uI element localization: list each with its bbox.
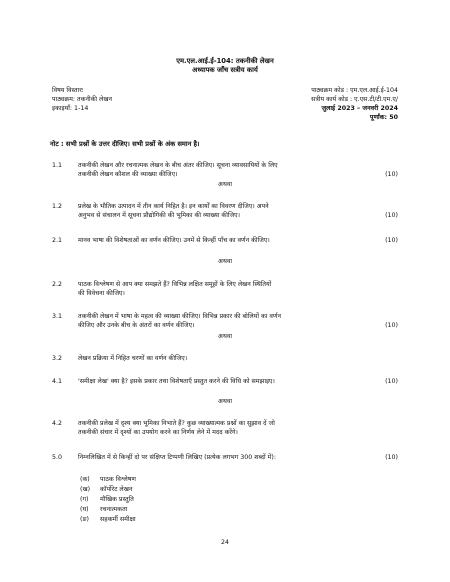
question-text: प्रलेख के भौतिक उत्पादन में तीन कार्य निहित है। इन कार्यों का विवरण दीजिए। अपने — [78, 203, 269, 210]
question-number: 2.2 — [52, 281, 63, 288]
header-left-3: इकाइयाँ: 1-14 — [52, 105, 89, 112]
question-number: 5.0 — [52, 454, 63, 461]
marks-label: (10) — [385, 454, 398, 461]
question-text: 'समीक्षा लेख' क्या है? इसके प्रकार तथा विशेषताएँ प्रस्तुत करने की विधि को समझाइए। — [78, 378, 275, 385]
or-separator: अथवा — [218, 333, 232, 340]
marks-label: (10) — [385, 322, 398, 329]
marks-label: (10) — [385, 378, 398, 385]
option-text: पाठक विश्लेषण — [100, 476, 136, 483]
option-item — [80, 506, 127, 514]
option-label: (घ) — [80, 506, 89, 513]
question-number: 1.2 — [52, 203, 63, 210]
option-label: (क) — [80, 476, 90, 483]
question-text: तकनीकी लेखन में भाषा के महत्व की व्याख्या कीजिए। विभिन्न प्रकार की बोलियों का वर्णन — [78, 313, 281, 320]
option-label: (ख) — [80, 486, 91, 493]
option-item — [80, 516, 136, 524]
or-separator: अथवा — [218, 258, 232, 265]
question-number: 1.1 — [52, 162, 63, 169]
header-right-4: पूर्णांक: 50 — [369, 114, 398, 121]
question-text: पाठक विश्लेषण से आप क्या समझते हैं? विभिन्न लक्षित समूहों के लिए लेखन स्थितियों — [78, 281, 272, 288]
marks-label: (10) — [385, 237, 398, 244]
option-label: (ग) — [80, 496, 89, 503]
question-number: 3.2 — [52, 355, 63, 362]
or-separator: अथवा — [218, 398, 232, 405]
header-left-2: पाठ्यक्रम: तकनीकी लेखन — [52, 96, 112, 103]
question-text: कीजिए और उनके बीच के अंतरों का वर्णन कीजिए। — [78, 322, 195, 329]
option-item — [80, 486, 132, 494]
doc-title-line1: एम.एल.आई.ई-104: तकनीकी लेखन — [176, 57, 274, 65]
marks-label: (10) — [385, 212, 398, 219]
question-text: तकनीकी संचार में दृश्यों का उपयोग करने का निर्णय लेने में मदद करेंगे। — [78, 429, 238, 436]
question-text: लेखन प्रक्रिया में निहित चरणों का वर्णन कीजिए। — [78, 355, 188, 362]
option-label: (ङ) — [80, 516, 89, 523]
question-text: मानव भाषा की विशेषताओं का वर्णन कीजिए। उनमें से किन्हीं पाँच का वर्णन कीजिए। — [78, 237, 270, 244]
question-text: की विवेचना कीजिए। — [78, 290, 125, 297]
question-text: निम्नलिखित में से किन्हीं दो पर संक्षिप्त टिप्पणी लिखिए (प्रत्येक लगभग 300 शब्दों में): — [78, 454, 276, 461]
question-number: 4.2 — [52, 420, 63, 427]
option-item — [80, 496, 134, 504]
doc-title-line2: अध्यापक जाँच सत्रीय कार्य — [192, 66, 258, 74]
question-number: 4.1 — [52, 378, 63, 385]
marks-label: (10) — [385, 171, 398, 178]
header-right-1: पाठ्यक्रम कोड : एम.एल.आई.ई-104 — [311, 87, 398, 94]
or-separator: अथवा — [218, 181, 232, 188]
option-text: रचनात्मकता — [100, 506, 128, 513]
question-text: तकनीकी लेखन कौशल की व्याख्या कीजिए। — [78, 171, 178, 178]
header-left-1: विषय विस्तारः — [52, 87, 84, 94]
header-right-3: जुलाई 2023 – जनवरी 2024 — [321, 105, 398, 112]
header-right-2: सत्रीय कार्य कोड : ए.एस.टी/टी.एम.ए/ — [311, 96, 398, 103]
question-text: तकनीकी लेखन और रचनात्मक लेखन के बीच अंतर कीजिए। सूचना व्यावसायियों के लिए — [78, 162, 278, 169]
question-number: 3.1 — [52, 313, 63, 320]
question-text: अनुभव से संचालन में सूचना प्रौद्योगिकी की भूमिका की व्याख्या कीजिए। — [78, 212, 241, 219]
question-number: 2.1 — [52, 237, 63, 244]
option-text: कॉर्पोरेट लेखन — [100, 486, 133, 493]
page-number: 24 — [220, 539, 229, 546]
option-item — [80, 476, 136, 484]
question-text: तकनीकी प्रलेख में दृश्य क्या भूमिका निभाते हैं? कुछ व्याख्यात्मक प्रश्नों का सुझाव दें जो — [78, 420, 275, 427]
option-text: सहकर्मी समीक्षा — [100, 516, 136, 523]
option-text: मौखिक प्रस्तुति — [100, 496, 134, 503]
instructions-note: नोट : सभी प्रश्नों के उत्तर दीजिए। सभी प्रश्नों के अंक समान है। — [50, 140, 200, 148]
